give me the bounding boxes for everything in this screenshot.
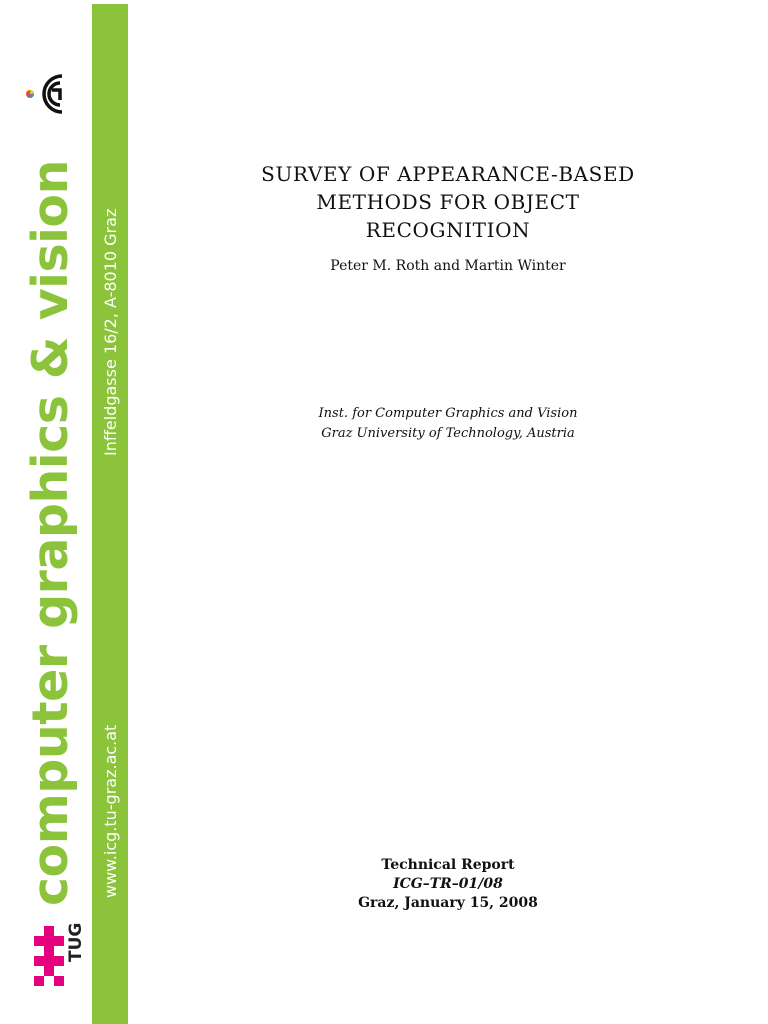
document-authors: Peter M. Roth and Martin Winter [330, 258, 566, 274]
report-type: Technical Report [381, 857, 515, 873]
institute-address: Inffeldgasse 16/2, A-8010 Graz [101, 208, 120, 456]
report-place-date: Graz, January 15, 2008 [358, 895, 538, 911]
document-affiliation [168, 404, 728, 444]
document-title [168, 160, 728, 244]
institute-url[interactable]: www.icg.tu-graz.ac.at [101, 724, 120, 898]
affiliation-line: Inst. for Computer Graphics and Vision [318, 406, 578, 421]
report-info [168, 856, 728, 913]
brand-column [0, 0, 92, 1024]
tug-label: TUG [66, 922, 86, 962]
brand-name: computer graphics & vision [22, 160, 79, 906]
report-number: ICG–TR–01/08 [393, 876, 503, 892]
affiliation-line: Graz University of Technology, Austria [321, 426, 575, 441]
title-line: SURVEY OF APPEARANCE-BASED [261, 162, 635, 186]
title-line: METHODS FOR OBJECT [316, 190, 580, 214]
title-line: RECOGNITION [365, 218, 531, 242]
